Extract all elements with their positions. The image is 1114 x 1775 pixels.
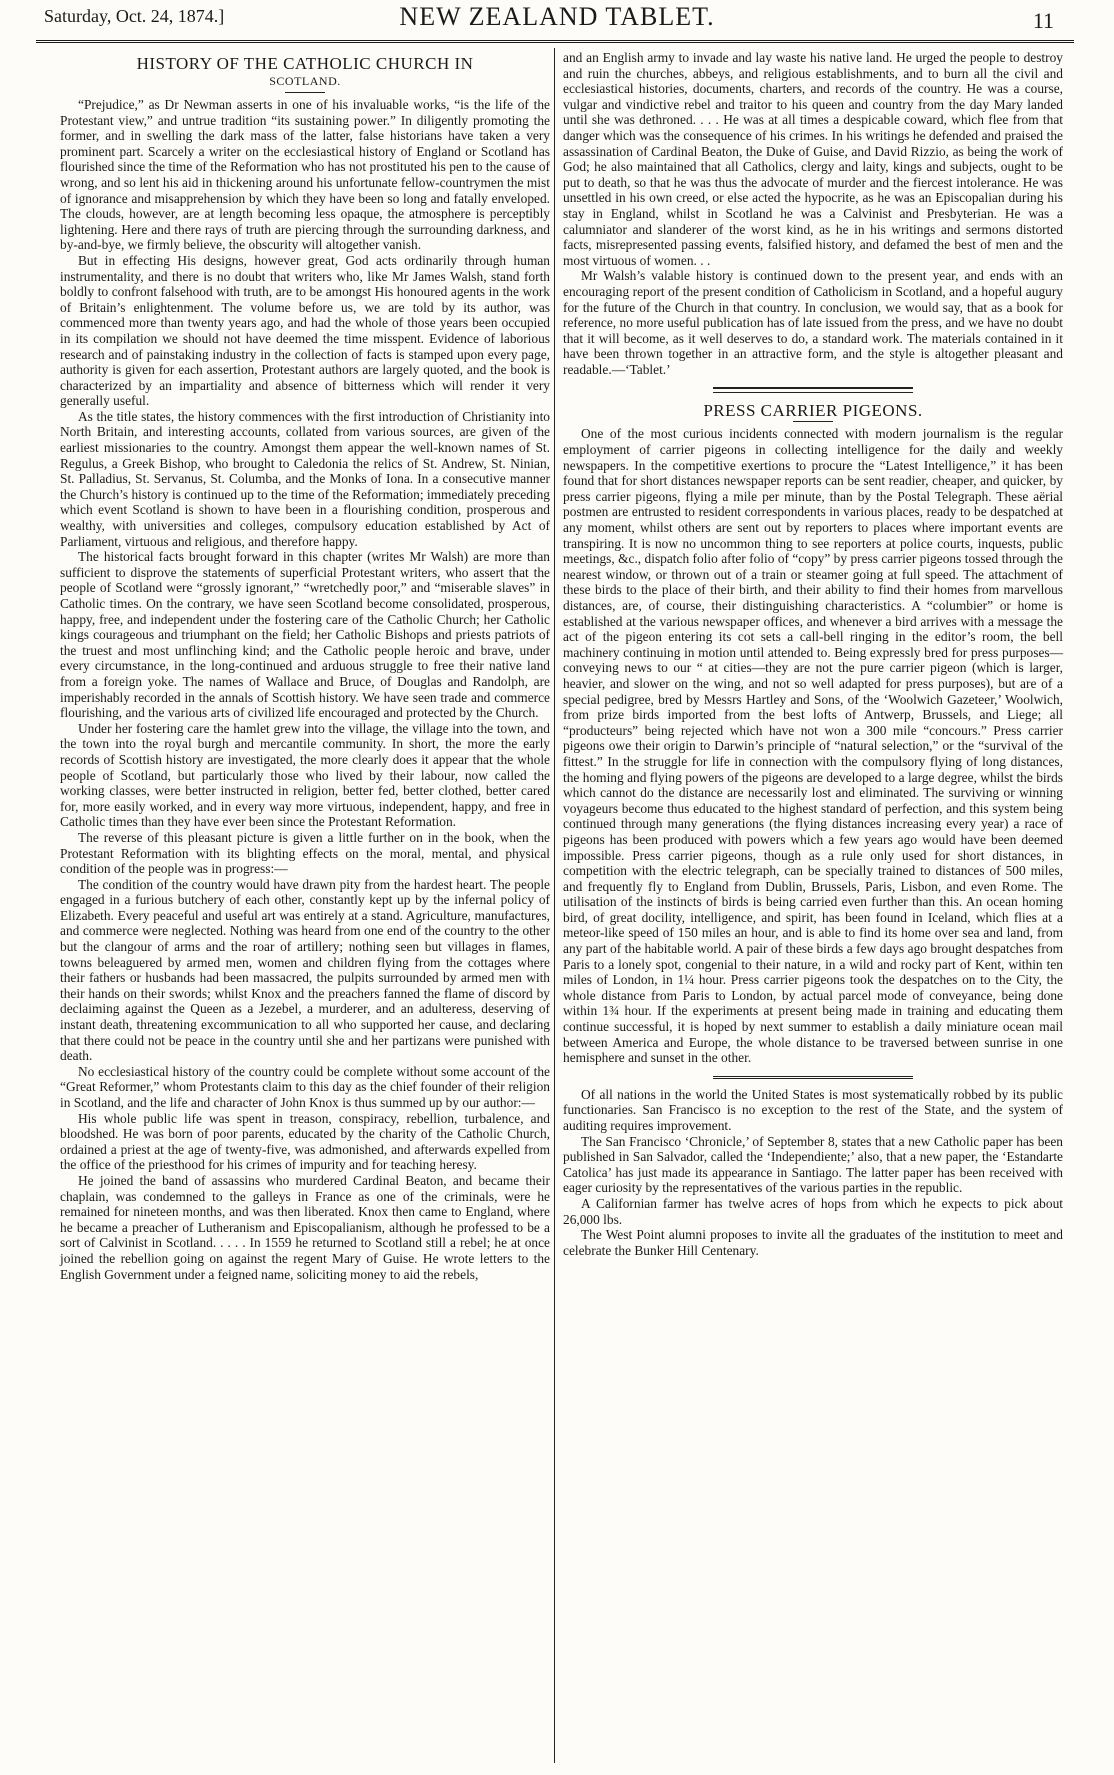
paragraph: No ecclesiastical history of the country could be complete without some account of the “Great Reformer,” whom Protestants claim to this day as the chief founder of their religion in Scotland, and the life and character of John Knox is thus summed up by our author:— xyxy=(60,1063,550,1110)
masthead xyxy=(0,0,1114,48)
masthead-rule xyxy=(36,40,1074,43)
paragraph: The West Point alumni proposes to invite all the graduates of the institution to meet and celebrate the Bunker Hill Centenary. xyxy=(563,1227,1063,1258)
paragraph: The historical facts brought forward in this chapter (writes Mr Walsh) are more than sufficient to disprove the statements of superficial Protestant writers, who assert that the people of Scotland were “grossly ignorant,” “wretchedly poor,” and “miserable slaves” in Catholic times. On the contrary, we have seen Scotland become consolidated, prosperous, happy, free, and independent under the fostering care of the Catholic Church; her Catholic kings courageous and triumphant on the field; her Catholic Bishops and priests patriots of the truest and most unflinching kind; and the Catholic people heroic and brave, under every circumstance, in the long-continued and arduous struggle to free their native land from a foreign yoke. The names of Wallace and Bruce, of Douglas and Randolph, are imperishably recorded in the annals of Scottish history. We have seen trade and commerce flourishing, and the various arts of civilized life encouraged and protected by the Church. xyxy=(60,549,550,721)
paragraph: His whole public life was spent in treason, conspiracy, rebellion, turbalence, and bloodshed. He was born of poor parents, educated by the charity of the Catholic Church, ordained a priest at the age of twenty-five, was admonished, and afterwards expelled from the office of the priesthood for his crimes of impurity and for teaching heresy. xyxy=(60,1110,550,1173)
paragraph: “Prejudice,” as Dr Newman asserts in one of his invaluable works, “is the life of the Protestant view,” and untrue tradition “its sustaining power.” In diligently promoting the former, and in swelling the dark mass of the latter, false historians have taken a very prominent part. Scarcely a writer on the ecclesiastical history of England or Scotland has flourished since the time of the Reformation who has not prostituted his pen to the cause of wrong, and so lent his aid in thickening around his unfortunate fellow-countrymen the mist of ignorance and misapprehension by which they have been so long and fatally enveloped. The clouds, however, are at length becoming less opaque, the atmosphere is perceptibly lightening. Here and there rays of truth are piercing through the surrounding darkness, and by-and-bye, we firmly believe, the obscurity will altogether vanish. xyxy=(60,97,550,253)
paragraph: As the title states, the history commences with the first introduction of Christianity into North Britain, and interesting accounts, collated from various sources, are given of the earliest missionaries to the country. Amongst them appear the well-known names of St. Regulus, a Greek Bishop, who brought to Caledonia the relics of St. Andrew, St. Ninian, St. Palladius, St. Servanus, St. Columba, and the Monks of Iona. In a consecutive manner the Church’s history is continued up to the time of the Reformation; immediately preceding which event Scotland is shown to have been in a flourishing condition, prosperous and wealthy, with universities and colleges, compulsory education established by Act of Parliament, virtuous and religious, and therefore happy. xyxy=(60,408,550,549)
section-divider xyxy=(713,1076,913,1079)
paragraph: The condition of the country would have drawn pity from the hardest heart. The people engaged in a furious butchery of each other, constantly kept up by the infernal policy of Elizabeth. Every peaceful and useful art was entirely at a stand. Agriculture, manufactures, and commerce were neglected. Nothing was heard from one end of the country to the other but the clangour of arms and the roar of artillery; nothing seen but villages in flames, towns beleaguered by armed men, women and children flying from the cottages where their fathers or husbands had been massacred, the pulpits surrounded by armed men with their hands on their swords; whilst Knox and the preachers fanned the flame of discord by declaiming against the Queen as a Jezebel, a murderer, and an adulteress, deserving of instant death, threatening excommunication to all who supported her cause, and declaring that there could not be peace in the country until she and her partizans were punished with death. xyxy=(60,876,550,1064)
article-subtitle-history: SCOTLAND. xyxy=(269,74,341,88)
issue-date: Saturday, Oct. 24, 1874.] xyxy=(44,6,225,26)
paragraph: Under her fostering care the hamlet grew into the village, the village into the town, and the town into the royal burgh and mercantile community. In short, the more the early records of Scottish history are investigated, the more clearly does it appear that the whole people of Scotland, but particularly those who lived by their labour, now called the working classes, were better instructed in religion, better fed, better clothed, better cared for, more easily worked, and in every way more virtuous, independent, happy, and free in Catholic times than they have ever been since the Protestant Reformation. xyxy=(60,720,550,830)
newspaper-title: NEW ZEALAND TABLET. xyxy=(399,2,715,31)
paragraph: But in effecting His designs, however great, God acts ordinarily through human instrumentality, and there is no doubt that writers who, like Mr James Walsh, stand forth boldly to confront falsehood with truth, are to be amongst His honoured agents in the work of Britain’s enlightenment. The volume before us, we are told by its author, was commenced more than twenty years ago, and had the whole of those years been occupied in its compilation we should not have deemed the time misspent. Evidence of laborious research and of painstaking industry in the collection of facts is stamped upon every page, authority is given for each assertion, Protestant authors are largely quoted, and the book is characterized by an impartiality and absence of bitterness which will render it very generally useful. xyxy=(60,252,550,409)
paragraph: The reverse of this pleasant picture is given a little further on in the book, when the Protestant Reformation with its blighting effects on the moral, mental, and physical condition of the people was in progress:— xyxy=(60,829,550,877)
article-title-history: HISTORY OF THE CATHOLIC CHURCH IN xyxy=(136,54,474,73)
page-number: 11 xyxy=(1032,8,1054,33)
title-rule xyxy=(285,92,325,93)
paragraph: Of all nations in the world the United States is most systematically robbed by its public functionaries. San Francisco is no exception to the rest of the State, and the system of auditing requires improvement. xyxy=(563,1086,1063,1133)
article-title-pigeons: PRESS CARRIER PIGEONS. xyxy=(703,401,923,421)
paragraph: A Californian farmer has twelve acres of hops from which he expects to pick about 26,000 lbs. xyxy=(563,1195,1063,1227)
left-column xyxy=(60,50,550,1282)
paragraph: Mr Walsh’s valable history is continued down to the present year, and ends with an encouraging report of the present condition of Catholicism in Scotland, and a hopeful augury for the future of the Church in that country. In conclusion, we would say, that as a book for reference, no more useful publication has of late issued from the press, and we have no doubt that it will become, as it well deserves to do, a standard work. The materials contained in it have been thrown together in an attractive form, and the style is altogether pleasant and readable.—‘Tablet.’ xyxy=(563,268,1063,377)
title-rule xyxy=(793,421,833,422)
paragraph: The San Francisco ‘Chronicle,’ of September 8, states that a new Catholic paper has been published in San Salvador, called the ‘Independiente;’ also, that a new paper, the ‘Estandarte Catolica’ has just made its appearance in Santiago. The latter paper has been received with eager curiosity by the representatives of the various parties in the republic. xyxy=(563,1133,1063,1196)
column-divider xyxy=(554,48,555,1763)
paragraph: He joined the band of assassins who murdered Cardinal Beaton, and became their chaplain, was condemned to the galleys in France as one of the criminals, were he remained for nineteen months, and was then liberated. Knox then came to England, where he became a preacher of Lutheranism and Episcopalianism, although he professed to be a sort of Calvinist in Scotland. . . . . In 1559 he returned to Scotland still a rebel; he at once joined the rebellion going on against the regent Mary of Guise. He wrote letters to the English Government under a feigned name, soliciting money to aid the rebels, xyxy=(60,1172,550,1282)
paragraph: and an English army to invade and lay waste his native land. He urged the people to destroy and ruin the churches, abbeys, and religious establishments, and to burn all the civil and ecclesiastical histories, documents, charters, and records of the country. He was a course, vulgar and vindictive rebel and traitor to his queen and country from the day Mary landed until she was dethroned. . . . He was at all times a despicable coward, which flee from that danger which was the consequence of his crimes. In his writings he defended and praised the assassination of Cardinal Beaton, the Duke of Guise, and David Rizzio, as being the work of God; he also maintained that all Catholics, clergy and laity, kings and subjects, ought to be put to death, so that he was thus the advocate of murder and the fiercest intolerance. He was unsettled in his own creed, or else acted the hypocrite, as he was an Episcopalian during his stay in England, whilst in Scotland he was a Calvinist and Presbyterian. He was a calumniator and slanderer of the worst kind, as he in his writings and sermons distorted facts, misrepresented passing events, falsified history, and defamed the best of men and the most virtuous of women. . . xyxy=(563,50,1063,268)
right-column xyxy=(563,50,1063,1258)
section-divider xyxy=(713,387,913,393)
paragraph: One of the most curious incidents connected with modern journalism is the regular employment of carrier pigeons in collecting intelligence for the daily and weekly newspapers. In the competitive exertions to procure the “Latest Intelligence,” it has been found that for short distances newspaper reports can be sent readier, cheaper, and quicker, by press carrier pigeons, flying a mile per minute, than by the Postal Telegraph. These aërial postmen are entrusted to resident correspondents in various places, ready to be despatched at any moment, whilst others are sent out by reporters to places where important events are transpiring. It is now no uncommon thing to see reporters at police courts, inquests, public meetings, &c., dispatch folio after folio of “copy” by press carrier pigeons tossed through the nearest window, or thrown out of a train or steamer going at full speed. The attachment of these birds to the place of their birth, and their ability to find their homes from marvellous distances, are, of course, their distinguishing characteristics. A “columbier” or home is established at the various newspaper offices, and whenever a bird arrives with a message the act of the pigeon entering its cot sets a call-bell ringing in the editor’s room, the bell machinery continuing in motion until attended to. Being expressly bred for press purposes—conveying news to our “ at cities—they are not the pure carrier pigeon (which is larger, heavier, and slower on the wing, and not so well adapted for press purposes), but are of a special pedigree, bred by Messrs Hartley and Sons, of the ‘Woolwich Gazeteer,’ Woolwich, from prize birds imported from the best lofts of Antwerp, Brussels, and Liege; all “producteurs” being rejected which have not won a 300 mile “concours.” Press carrier pigeons owe their origin to Darwin’s principle of “natural selection,” or the “survival of the fittest.” In the struggle for life in connection with the compulsory flying of long distances, the homing and flying powers of the pigeons are developed to a large degree, whilst the birds which cannot do the distance are necessarily lost and eliminated. The surviving or winning voyageurs become thus educated to the highest standard of perfection, and this system being continued through many generations (the flying distances increasing every year) a race of pigeons has been produced with powers which a few years ago would have been deemed impossible. Press carrier pigeons, though as a rule only used for short distances, in competition with the electric telegraph, can be specially trained to distances of 500 miles, and frequently fly to England from Dublin, Brussels, Paris, Lisbon, and even Rome. The utilisation of the instincts of birds is being carried even further than this. An ocean homing bird, of great docility, intelligence, and spirit, has been found in Iceland, which flies at a meteor-like speed of 150 miles an hour, and is able to find its home over sea and land, from any part of the habitable world. A pair of these birds a few days ago brought despatches from Paris to a lonely spot, congenial to their nature, in a wild and rocky part of Kent, within ten miles of London, in 1¼ hour. Press carrier pigeons took the despatches on to the City, the whole distance from Paris to London, by actual parcel mode of conveyance, being done within 1¾ hour. If the experiments at present being made in training and educating them continue successful, it is hoped by next summer to establish a daily miniature ocean mail between America and Europe, the whole distance to be traversed between sunrise in one hemisphere and sunset in the other. xyxy=(563,426,1063,1066)
